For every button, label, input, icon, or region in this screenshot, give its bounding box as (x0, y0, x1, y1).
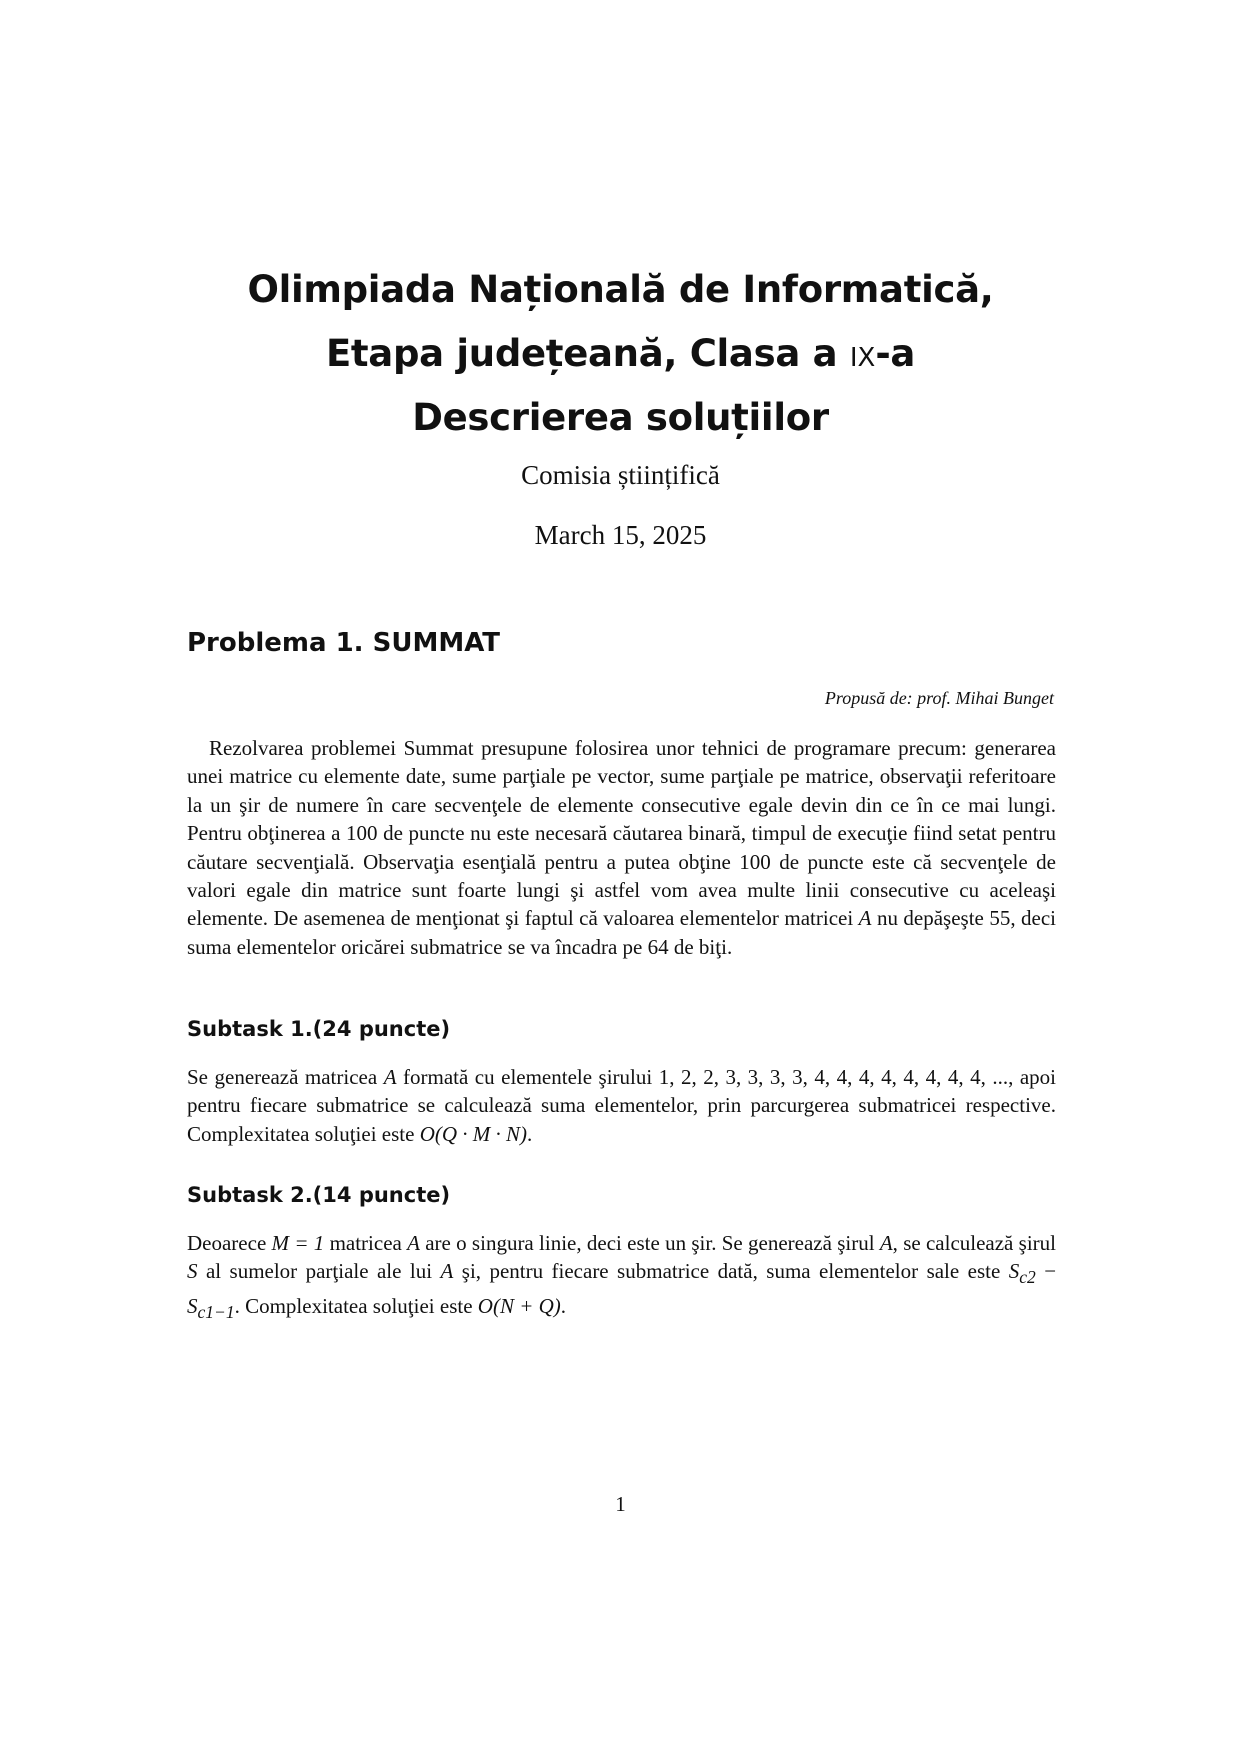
subtask-2-var-b: A (879, 1231, 893, 1255)
title-line-1: Olimpiada Națională de Informatică, (247, 268, 994, 311)
problem-heading: Problema 1. SUMMAT (187, 628, 501, 658)
subtask-2-complexity: O(N + Q) (477, 1294, 561, 1318)
formula-sub-2: c1−1 (197, 1302, 235, 1323)
subtask-1-heading: Subtask 1.(24 puncte) (187, 1017, 451, 1041)
title-line-2-suffix: -a (875, 332, 916, 375)
subtask-2-var-c: A (440, 1259, 454, 1284)
subtask-2-text-a: Deoarece (187, 1231, 267, 1255)
intro-variable: A (858, 906, 872, 931)
subtask-1-complexity: O(Q · M · N) (419, 1121, 528, 1146)
author: Comisia științifică (521, 460, 720, 490)
intro-paragraph (187, 734, 1056, 961)
subtask-2-text-c: are o singura linie, deci este un şir. Se generează şirul (425, 1231, 875, 1255)
subtask-2-condition: M = 1 (271, 1231, 325, 1255)
subtask-1-text-c: . (527, 1121, 533, 1146)
subtask-2-text-d: , se calculează şirul (892, 1231, 1056, 1255)
title-line-2 (0, 322, 1241, 386)
subtask-1-text-b: formată cu elementele şirului 1, 2, 2, 3, 3, 3, 3, 4, 4, 4, 4, 4, 4, 4, 4, ..., apoi pentru fiecare submatrice se calculează suma elementelor, prin parcurgerea submatricei respective. Complexitatea soluţiei este (187, 1065, 1057, 1146)
title-line-3: Descrierea soluțiilor (412, 396, 829, 439)
subtask-2-text-g: . Complexitatea soluţiei este (234, 1294, 473, 1318)
class-roman-numeral: ix (849, 332, 876, 375)
intro-text: Rezolvarea problemei Summat presupune folosirea unor tehnici de programare precum: generarea unei matrice cu elemente date, sume parţiale pe vector, sume parţiale pe matrice, observaţii referitoare la un şir de numere în care secvenţele de elemente consecutive egale devin din ce în ce mai lungi. Pentru obţinerea a 100 de puncte nu este necesară căutarea binară, timpul de execuţie fiind setat pentru căutare secvenţială. Observaţia esenţială pentru a putea obţine 100 de puncte este că secvenţele de valori egale din matrice sunt foarte lungi şi astfel vom avea multe linii consecutive cu aceleaşi elemente. De asemenea de menţionat şi faptul că valoarea elementelor matricei (187, 736, 1056, 931)
subtask-2-text-f: şi, pentru fiecare submatrice dată, suma elementelor sale este (461, 1259, 1001, 1284)
date: March 15, 2025 (534, 520, 707, 550)
subtask-2-var-a: A (407, 1231, 420, 1255)
subtask-2-text-b: matricea (329, 1231, 402, 1255)
subtask-1-var-a: A (383, 1065, 397, 1089)
document-title (0, 258, 1241, 450)
subtask-2-paragraph (187, 1229, 1056, 1327)
proposer: Propusă de: prof. Mihai Bunget (824, 688, 1054, 708)
subtask-2-heading: Subtask 2.(14 puncte) (187, 1183, 451, 1207)
subtask-1-paragraph (187, 1063, 1056, 1148)
intro-text-end: nu depăşeşte 55, deci suma elementelor oricărei submatrice se va încadra pe 64 de biţi. (187, 906, 1057, 959)
formula-sub-1: c2 (1019, 1267, 1036, 1288)
formula-s-1: S (1008, 1259, 1020, 1284)
subtask-1-text-a: Se generează matricea (187, 1065, 378, 1089)
subtask-2-var-s: S (187, 1259, 198, 1284)
formula-minus: − (1035, 1259, 1057, 1284)
subtask-2-text-e: al sumelor parţiale ale lui (205, 1259, 433, 1284)
subtask-2-text-h: . (560, 1294, 567, 1318)
title-line-2-prefix: Etapa județeană, Clasa a (325, 332, 850, 375)
formula-s-2: S (187, 1294, 198, 1318)
page-number: 1 (615, 1492, 626, 1516)
